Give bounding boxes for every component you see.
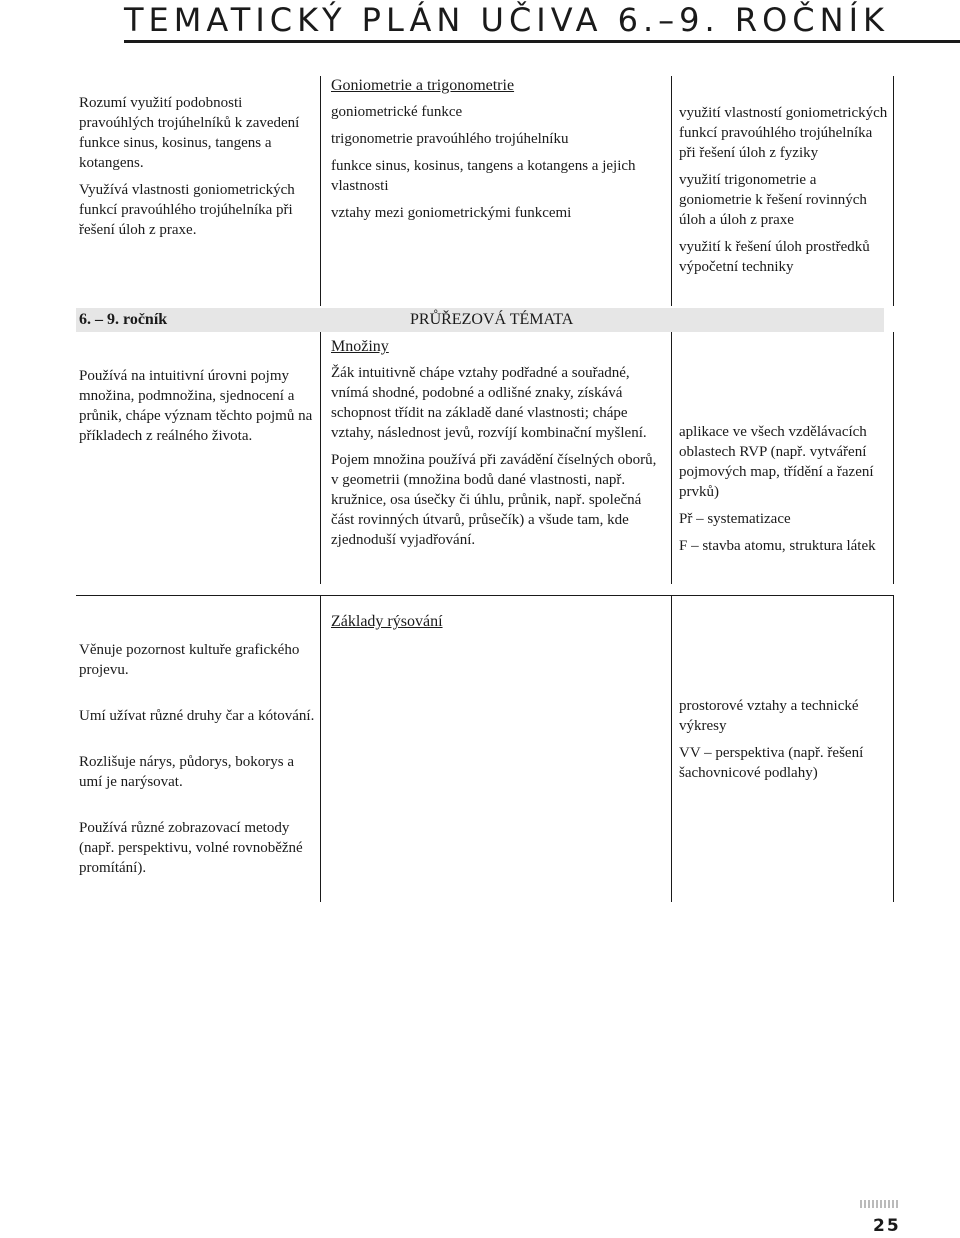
outcome-text: Používá na intuitivní úrovni pojmy množina, podmnožina, sjednocení a průnik, chápe význam těchto pojmů na příkladech z reálného života. <box>79 368 313 444</box>
section-heading: Základy rýsování <box>331 613 443 630</box>
note-text: VV – perspektiva (např. řešení šachovnicové podlahy) <box>679 745 864 781</box>
column-divider-2 <box>671 595 672 902</box>
sets-topics <box>331 337 667 557</box>
page-number: 25 <box>873 1216 901 1236</box>
column-divider-1 <box>320 595 321 902</box>
goniometry-outcomes <box>79 93 315 247</box>
topic-text: goniometrické funkce <box>331 104 463 120</box>
note-text: využití trigonometrie a goniometrie k řešení rovinných úloh a úloh z praxe <box>679 172 867 228</box>
outcome-text: Používá různé zobrazovací metody (např. perspektivu, volné rovnoběžné promítání). <box>79 820 303 876</box>
outcome-text: Rozlišuje nárys, půdorys, bokorys a umí je narýsovat. <box>79 754 294 790</box>
sets-notes <box>679 422 889 563</box>
page-title: TEMATICKÝ PLÁN UČIVA 6.–9. ROČNÍK <box>124 1 889 39</box>
column-divider-3 <box>893 76 894 306</box>
sets-outcomes <box>79 366 315 453</box>
column-divider-3 <box>893 332 894 584</box>
drawing-notes <box>679 696 889 790</box>
column-divider-2 <box>671 332 672 584</box>
topic-text: funkce sinus, kosinus, tangens a kotangens a jejich vlastnosti <box>331 158 636 194</box>
section-heading: Množiny <box>331 338 389 355</box>
topic-text: Žák intuitivně chápe vztahy podřadné a souřadné, vnímá shodné, podobné a odlišné znaky, získává schopnost třídit na základě dané vlastnosti; chápe vztahy, následnost jevů, rozvíjí kombinační myšlení. <box>331 365 647 441</box>
grade-label: 6. – 9. ročník <box>79 311 168 328</box>
outcome-text: Využívá vlastnosti goniometrických funkcí pravoúhlého trojúhelníka při řešení úloh z praxe. <box>79 182 295 238</box>
note-text: využití k řešení úloh prostředků výpočetní techniky <box>679 239 870 275</box>
topic-text: trigonometrie pravoúhlého trojúhelníku <box>331 131 569 147</box>
drawing-outcomes <box>79 640 315 885</box>
outcome-text: Umí užívat různé druhy čar a kótování. <box>79 708 315 724</box>
goniometry-notes <box>679 103 889 284</box>
note-text: aplikace ve všech vzdělávacích oblastech RVP (např. vytváření pojmových map, třídění a řazení prvků) <box>679 424 874 500</box>
page-number-ornament <box>860 1200 900 1208</box>
note-text: prostorové vztahy a technické výkresy <box>679 698 859 734</box>
column-divider-2 <box>671 76 672 306</box>
note-text: Př – systematizace <box>679 511 791 527</box>
column-divider-3 <box>893 595 894 902</box>
outcome-text: Rozumí využití podobnosti pravoúhlých trojúhelníků k zavedení funkce sinus, kosinus, tangens a kotangens. <box>79 95 300 171</box>
section-heading: Goniometrie a trigonometrie <box>331 77 515 94</box>
section-divider <box>76 595 894 596</box>
drawing-topics <box>331 612 667 638</box>
column-divider-1 <box>320 76 321 306</box>
column-divider-1 <box>320 332 321 584</box>
goniometry-topics <box>331 76 667 230</box>
crosscutting-label: PRŮŘEZOVÁ TÉMATA <box>410 311 574 328</box>
topic-text: vztahy mezi goniometrickými funkcemi <box>331 205 572 221</box>
crosscutting-band <box>76 308 884 332</box>
topic-text: Pojem množina používá při zavádění číselných oborů, v geometrii (množina bodů dané vlastnosti, např. kružnice, osa úsečky či úhlu, průnik, např. společná část rovinných útvarů, průsečík) a všude tam, kde zjednoduší vyjadřování. <box>331 452 657 548</box>
note-text: využití vlastností goniometrických funkcí pravoúhlého trojúhelníka při řešení úloh z fyziky <box>679 105 888 161</box>
note-text: F – stavba atomu, struktura látek <box>679 538 876 554</box>
title-rule <box>124 40 960 43</box>
outcome-text: Věnuje pozornost kultuře grafického projevu. <box>79 642 300 678</box>
